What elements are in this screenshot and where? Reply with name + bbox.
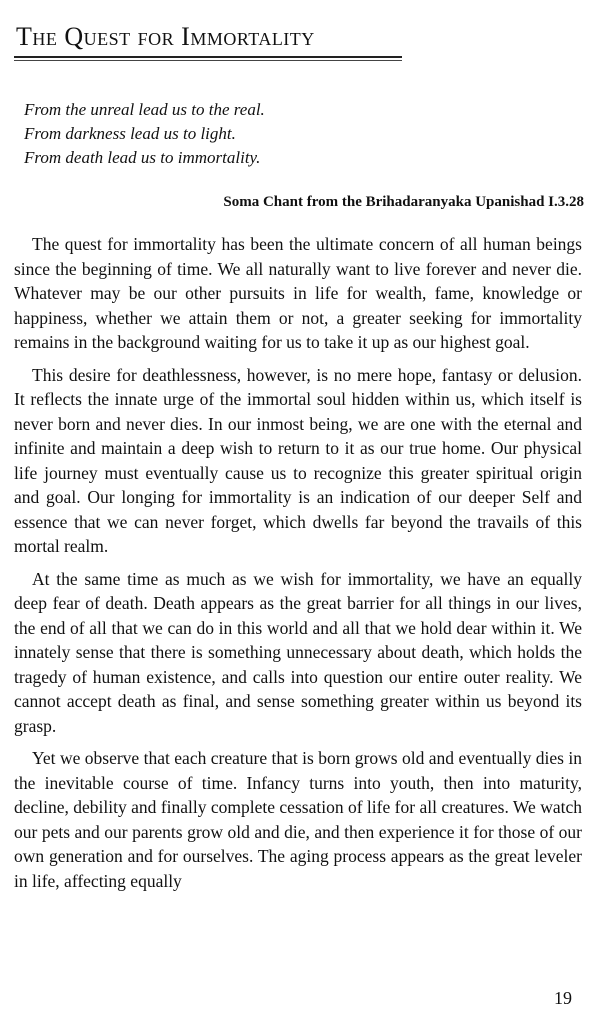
epigraph-line: From death lead us to immortality. — [24, 148, 261, 167]
title-underline-thin — [14, 60, 402, 61]
paragraph: At the same time as much as we wish for immortality, we have an equally deep fear of death. Death appears as the great barrier for all things in our lives, the end of all that we can do in this world and all that we hold dear within it. We innately sense that there is something unnecessary about death, which holds the tragedy of human existence, and calls into question our entire outer reality. We cannot accept death as final, and sense something greater within us beyond its grasp. — [14, 568, 582, 736]
epigraph-source: Soma Chant from the Brihadaranyaka Upanishad I.3.28 — [223, 194, 584, 210]
epigraph-line: From the unreal lead us to the real. — [24, 100, 265, 119]
epigraph-line: From darkness lead us to light. — [24, 124, 236, 143]
paragraph: This desire for deathlessness, however, is no mere hope, fantasy or delusion. It reflects the innate urge of the immortal soul hidden within us, which itself is never born and never dies. In our inmost being, we are one with the eternal and infinite and maintain a deep wish to return to it as our true home. Our physical life journey must eventually cause us to recognize this greater spiritual origin and goal. Our longing for immortality is an indication of our deeper Self and essence that we can never forget, which dwells far beyond the travails of this mortal realm. — [14, 364, 582, 556]
body-text — [14, 232, 582, 901]
paragraph: Yet we observe that each creature that is born grows old and eventually dies in the inevitable course of time. Infancy turns into youth, then into maturity, decline, debility and finally complete cessation of life for all creatures. We watch our pets and our parents grow old and die, and then experience it for those of our own generation and for ourselves. The aging process appears as the great leveler in life, affecting equally — [14, 748, 582, 891]
page-number: 19 — [554, 988, 572, 1008]
paragraph: The quest for immortality has been the ultimate concern of all human beings since the beginning of time. We all naturally want to live forever and never die. Whatever may be our other pursuits in life for wealth, fame, knowledge or happiness, whether we attain them or not, a greater seeking for immortality remains in the background waiting for us to take it up as our highest goal. — [14, 234, 582, 352]
epigraph — [24, 98, 265, 170]
title-underline — [14, 56, 402, 58]
chapter-title: The Quest for Immortality — [16, 22, 315, 51]
